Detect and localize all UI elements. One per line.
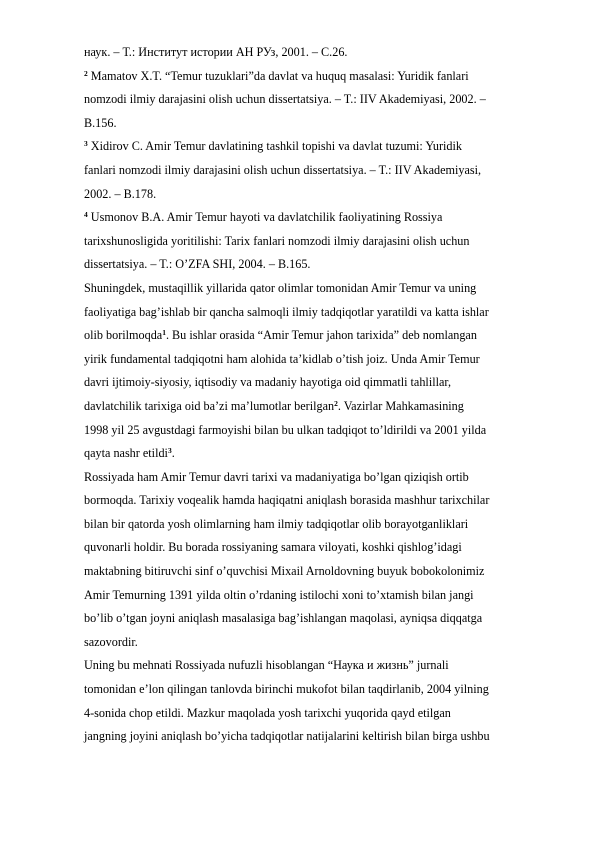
footnote-3-line: $^3$ Xidirov C. Amir Temur davlatining tashkil topishi va davlat tuzumi: Yuridik bbox=[84, 139, 462, 154]
paragraph-line: bo’lib o’tgan joyni aniqlash masalasiga bag’ishlangan maqolasi, ayniqsa diqqatga bbox=[84, 611, 483, 626]
paragraph-line: qayta nashr etildi$^3$. bbox=[84, 446, 175, 461]
paragraph-line: maktabning bitiruvchi sinf o’quvchisi Mixail Arnoldovning buyuk bobokolonimiz bbox=[84, 564, 485, 579]
paragraph-line: tomonidan e’lon qilingan tanlovda birinchi mukofot bilan taqdirlanib, 2004 yilning bbox=[84, 682, 489, 697]
text-line: 2002. – B.178. bbox=[84, 186, 157, 201]
paragraph-line: 4-sonida chop etildi. Mazkur maqolada yosh tarixchi yuqorida qayd etilgan bbox=[84, 705, 451, 720]
footnote-marker: 4 bbox=[84, 210, 88, 220]
footnote-ref: 3 bbox=[167, 446, 172, 456]
paragraph-line: Amir Temurning 1391 yilda oltin o’rdaning istilochi xoni to’xtamish bilan jangi bbox=[84, 587, 474, 602]
footnote-4-line: $^4$ Usmonov B.A. Amir Temur hayoti va davlatchilik faoliyatining Rossiya bbox=[84, 210, 443, 225]
text-line: B.156. bbox=[84, 115, 117, 130]
text-line: наук. – Т.: Институт истории АН РУз, 2001. – С.26. bbox=[84, 45, 348, 59]
footnote-2-line: $^2$ Mamatov X.T. “Temur tuzuklari”da davlat va huquq masalasi: Yuridik fanlari bbox=[84, 68, 469, 83]
body-text bbox=[84, 41, 554, 749]
footnote-ref: 1 bbox=[162, 328, 166, 338]
paragraph-line: quvonarli holdir. Bu borada rossiyaning samara viloyati, koshki qishlog’idagi bbox=[84, 540, 462, 555]
paragraph-line: bormoqda. Tarixiy voqealik hamda haqiqatni aniqlash borasida mashhur tarixchilar bbox=[84, 493, 490, 508]
paragraph-line: olib borilmoqda$^1$. Bu ishlar orasida “Amir Temur jahon tarixida” deb nomlangan bbox=[84, 328, 477, 343]
text-line: tarixshunosligida yoritilishi: Tarix fanlari nomzodi ilmiy darajasini olish uchun bbox=[84, 233, 470, 248]
paragraph-line: yirik fundamental tadqiqotni ham alohida ta’kidlab o’tish joiz. Unda Amir Temur bbox=[84, 351, 480, 366]
footnote-marker: 2 bbox=[84, 68, 88, 78]
paragraph-line: 1998 yil 25 avgustdagi farmoyishi bilan bu ulkan tadqiqot to’ldirildi va 2001 yilda bbox=[84, 422, 487, 437]
paragraph-line: Rossiyada ham Amir Temur davri tarixi va madaniyatiga bo’lgan qiziqish ortib bbox=[84, 469, 469, 484]
paragraph-line: davlatchilik tarixiga oid ba’zi ma’lumotlar berilgan$^2$. Vazirlar Mahkamasining bbox=[84, 398, 464, 413]
footnote-marker: 3 bbox=[84, 139, 88, 149]
paragraph-line: bilan bir qatorda yosh olimlarning ham ilmiy tadqiqotlar olib borayotganliklari bbox=[84, 516, 469, 531]
paragraph-line: Shuningdek, mustaqillik yillarida qator olimlar tomonidan Amir Temur va uning bbox=[84, 280, 477, 295]
paragraph-line: Uning bu mehnati Rossiyada nufuzli hisoblangan “Наука и жизнь” jurnali bbox=[84, 658, 449, 673]
text-line: fanlari nomzodi ilmiy darajasini olish uchun dissertatsiya. – T.: IIV Akademiyasi, bbox=[84, 162, 482, 177]
paragraph-line: jangning joyini aniqlash bo’yicha tadqiqotlar natijalarini keltirish bilan birga ushbu bbox=[84, 729, 490, 744]
paragraph-line: sazovordir. bbox=[84, 634, 138, 649]
footnote-ref: 2 bbox=[334, 398, 338, 408]
paragraph-line: davri ijtimoiy-siyosiy, iqtisodiy va madaniy hayotiga oid qimmatli tahlillar, bbox=[84, 375, 452, 390]
text-line: dissertatsiya. – T.: O’ZFA SHI, 2004. – B.165. bbox=[84, 257, 311, 272]
paragraph-line: faoliyatiga bag’ishlab bir qancha salmoqli ilmiy tadqiqotlar yaratildi va katta ishlar bbox=[84, 304, 489, 319]
text-line: nomzodi ilmiy darajasini olish uchun dissertatsiya. – T.: IIV Akademiyasi, 2002. – bbox=[84, 92, 486, 107]
